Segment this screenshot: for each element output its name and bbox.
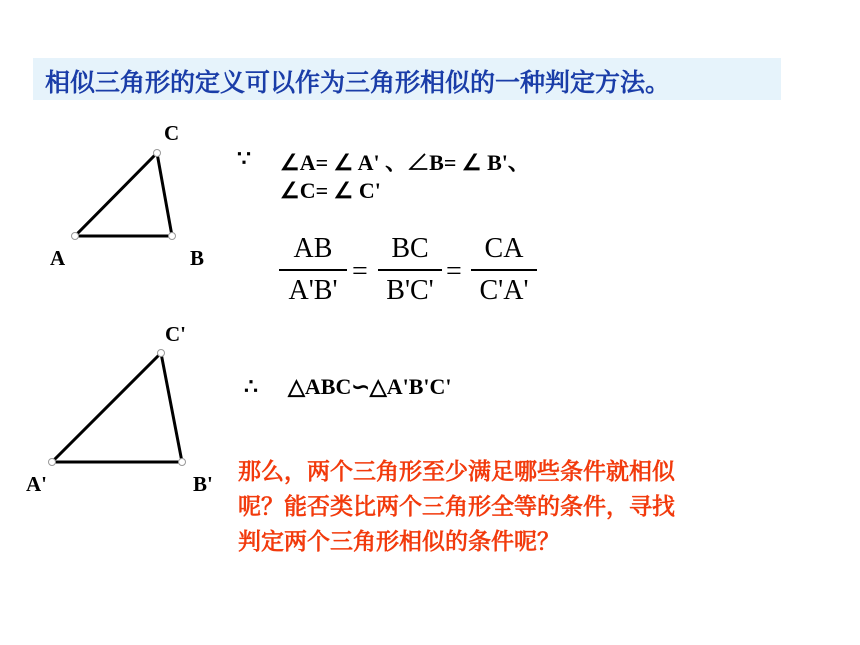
equals-sign-1: =	[352, 256, 368, 287]
vertex-label-b: B	[190, 246, 205, 270]
ratio-bc	[378, 233, 442, 307]
therefore-symbol: ∴	[244, 374, 258, 399]
vertex-label-a: A	[50, 246, 66, 270]
vertex-label-c-prime: C'	[165, 322, 186, 346]
guiding-question	[238, 455, 798, 560]
fraction-bar	[471, 269, 537, 271]
ratio-ca-numerator: CA	[484, 233, 524, 264]
vertex-label-a-prime: A'	[26, 472, 47, 496]
vertex-label-b-prime: B'	[193, 472, 213, 496]
ratio-ab-denominator: A'B'	[288, 274, 338, 306]
fraction-bar	[378, 269, 442, 271]
ratio-bc-denominator: B'C'	[386, 274, 434, 306]
angle-equalities-line1: ∠A= ∠ A' 、∠B= ∠ B'、	[280, 150, 530, 175]
question-line-1: 那么，两个三角形至少满足哪些条件就相似	[238, 459, 675, 485]
triangle-a1b1c1	[52, 353, 182, 462]
ratio-ab	[279, 233, 347, 307]
question-line-3: 判定两个三角形相似的条件呢？	[238, 529, 560, 555]
because-symbol: ∵	[237, 146, 251, 171]
slide-title: 相似三角形的定义可以作为三角形相似的一种判定方法。	[45, 68, 671, 97]
question-line-2: 呢？能否类比两个三角形全等的条件，寻找	[238, 494, 675, 520]
triangle-abc	[75, 153, 172, 236]
ratio-ca-denominator: C'A'	[479, 274, 529, 306]
ratio-ca	[471, 233, 537, 307]
vertex-label-c: C	[164, 121, 180, 145]
angle-equalities-line2: ∠C= ∠ C'	[280, 178, 381, 203]
ratio-ab-numerator: AB	[293, 233, 333, 264]
fraction-bar	[279, 269, 347, 271]
similarity-conclusion: △ABC∽△A'B'C'	[288, 374, 452, 399]
equals-sign-2: =	[446, 256, 462, 287]
ratio-bc-numerator: BC	[391, 233, 429, 264]
